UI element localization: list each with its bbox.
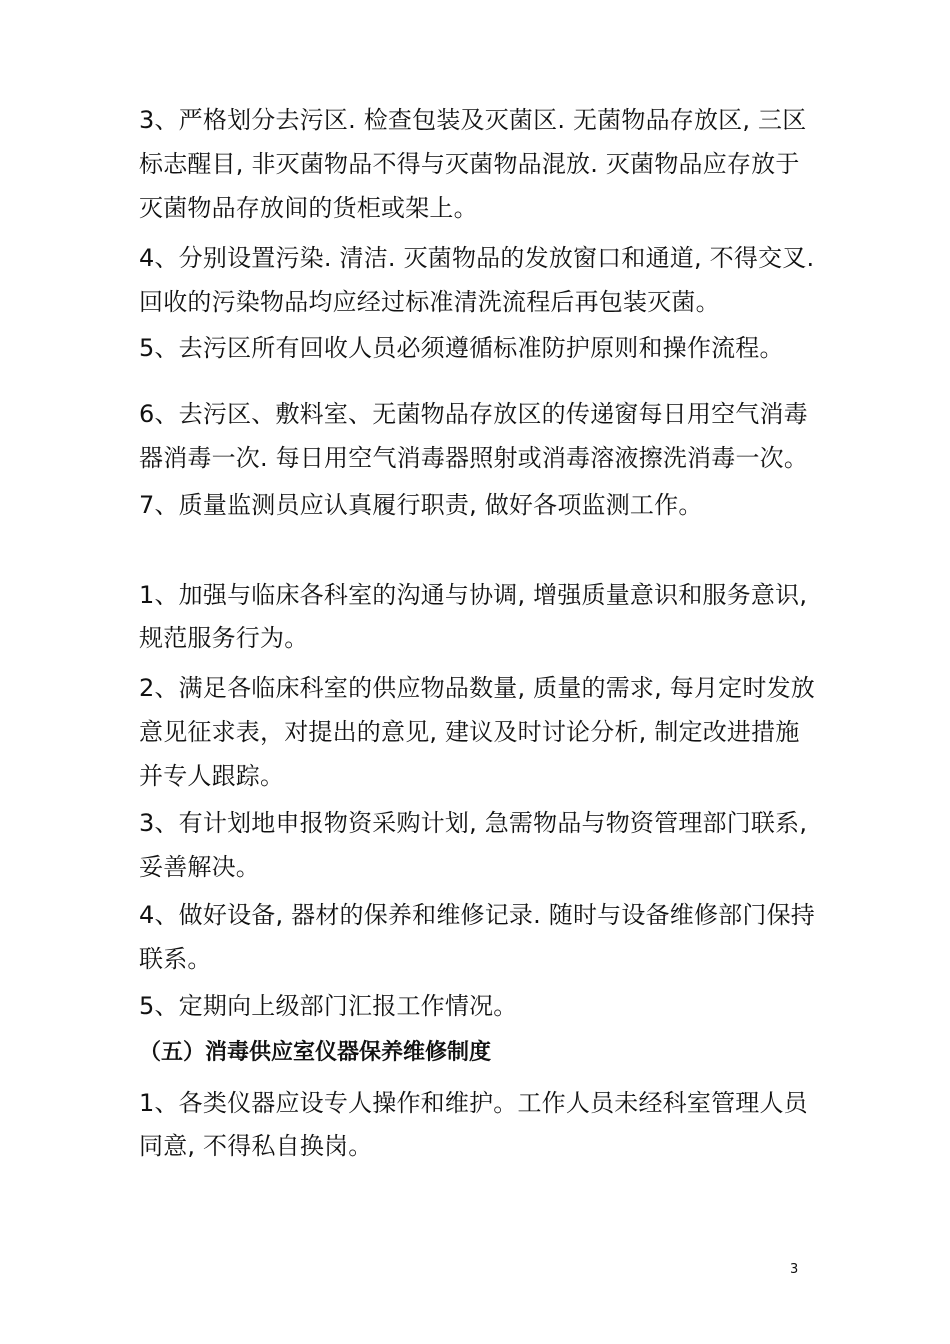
paragraph-line: 5、去污区所有回收人员必须遵循标准防护原则和操作流程。 <box>139 334 784 362</box>
paragraph-line: 回收的污染物品均应经过标准清洗流程后再包装灭菌。 <box>139 288 720 316</box>
paragraph-line: 2、满足各临床科室的供应物品数量, 质量的需求, 每月定时发放 <box>139 674 815 702</box>
paragraph-line: 意见征求表，对提出的意见, 建议及时讨论分析, 制定改进措施 <box>139 718 800 746</box>
paragraph-line: 器消毒一次. 每日用空气消毒器照射或消毒溶液擦洗消毒一次。 <box>139 444 809 472</box>
paragraph-line: 联系。 <box>139 945 212 973</box>
paragraph-line: 6、去污区、敷料室、无菌物品存放区的传递窗每日用空气消毒 <box>139 400 808 428</box>
paragraph-line: 4、分别设置污染. 清洁. 灭菌物品的发放窗口和通道, 不得交叉. <box>139 244 815 272</box>
page-number: 3 <box>790 1262 799 1277</box>
paragraph-line: 妥善解决。 <box>139 853 260 881</box>
paragraph-line: 5、定期向上级部门汇报工作情况。 <box>139 992 518 1020</box>
paragraph-line: 灭菌物品存放间的货柜或架上。 <box>139 194 478 222</box>
paragraph-line: 标志醒目, 非灭菌物品不得与灭菌物品混放. 灭菌物品应存放于 <box>139 150 800 178</box>
paragraph-line: 1、加强与临床各科室的沟通与协调, 增强质量意识和服务意识, <box>139 581 808 609</box>
section-heading: （五）消毒供应室仪器保养维修制度 <box>139 1040 492 1065</box>
paragraph-line: 并专人跟踪。 <box>139 762 285 790</box>
paragraph-line: 1、各类仪器应设专人操作和维护。工作人员未经科室管理人员 <box>139 1089 808 1117</box>
paragraph-line: 同意, 不得私自换岗。 <box>139 1132 373 1160</box>
paragraph-line: 3、有计划地申报物资采购计划, 急需物品与物资管理部门联系, <box>139 809 808 837</box>
paragraph-line: 7、质量监测员应认真履行职责, 做好各项监测工作。 <box>139 491 703 519</box>
paragraph-line: 规范服务行为。 <box>139 624 309 652</box>
paragraph-line: 3、严格划分去污区. 检查包装及灭菌区. 无菌物品存放区, 三区 <box>139 106 807 134</box>
paragraph-line: 4、做好设备, 器材的保养和维修记录. 随时与设备维修部门保持 <box>139 901 815 929</box>
